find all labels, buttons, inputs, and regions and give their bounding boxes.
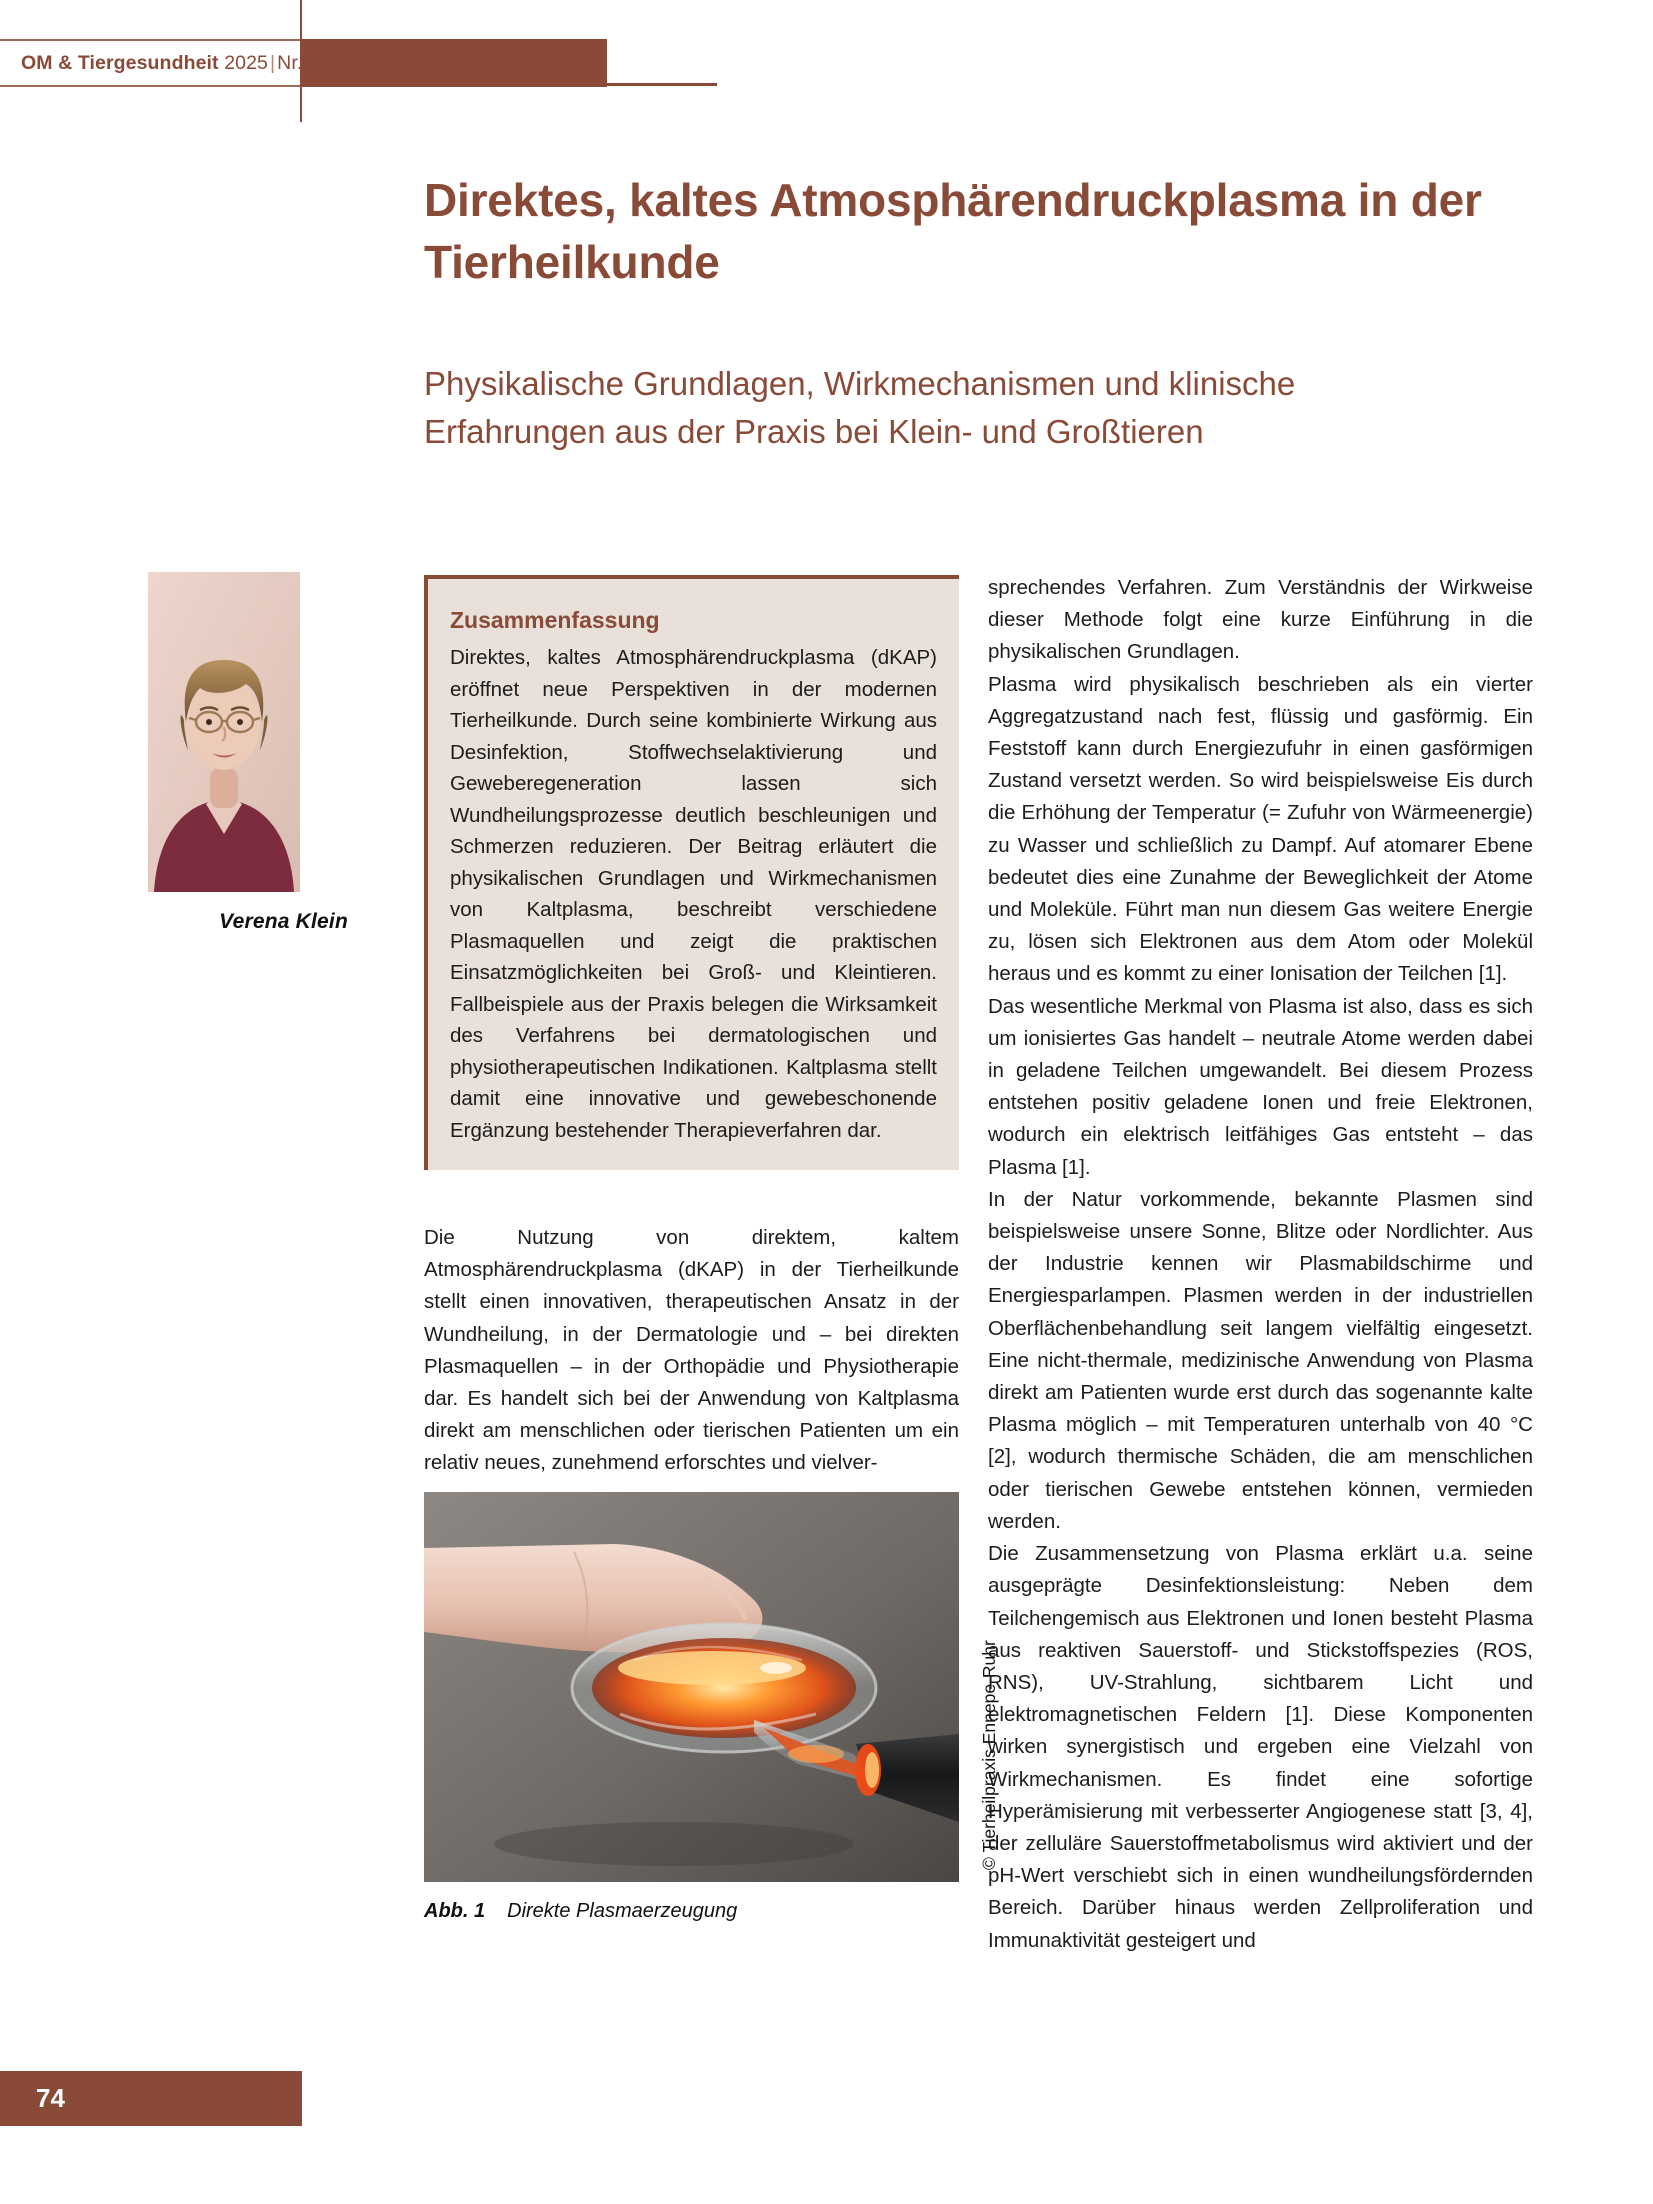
figure-label: Abb. 1 [424,1900,486,1922]
right-paragraph-1: sprechendes Verfahren. Zum Verständnis der Wirkweise dieser Methode folgt eine kurze Einführung in die physikalischen Grundlagen. [988,576,1533,664]
author-portrait [148,572,300,892]
author-portrait-image [148,572,300,892]
figure-credit [957,1500,999,1880]
right-paragraph-4: In der Natur vorkommende, bekannte Plasmen sind beispielsweise unsere Sonne, Blitze oder Nordlichter. Aus der Industrie kennen wir Plasmabildschirme und Energiesparlampen. Plasmen werden in der industriellen Oberflächenbehandlung seit langem vielfältig eingesetzt. Eine nicht-thermale, medizinische Anwendung von Plasma direkt am Patienten wurde erst durch das sogenannte kalte Plasma möglich – mit Temperaturen unterhalb von 40 °C [2], wodurch thermische Schäden, die am menschlichen oder tierischen Gewebe entstehen können, vermieden werden. [988,1187,1533,1533]
header-accent-bar [302,39,607,87]
abstract-text: Direktes, kaltes Atmosphärendruckplasma (dKAP) eröffnet neue Perspektiven in der modernen Tierheilkunde. Durch seine kombinierte Wirkung aus Desinfektion, Stoffwechselaktivierung und Geweberegeneration lassen sich Wundheilungsprozesse deutlich beschleunigen und Schmerzen reduzieren. Der Beitrag erläutert die physikalischen Grundlagen und Wirkmechanismen von Kaltplasma, beschreibt verschiedene Plasmaquellen und zeigt die praktischen Einsatzmöglichkeiten bei Groß- und Kleintieren. Fallbeispiele aus der Praxis belegen die Wirksamkeit des Verfahrens bei dermatologischen und physiotherapeutischen Indikationen. Kaltplasma stellt damit eine innovative und gewebeschonende Ergänzung bestehender Therapieverfahren dar. [450,646,937,1142]
page-number: 74 [36,2083,65,2113]
right-paragraph-2: Plasma wird physikalisch beschrieben als ein vierter Aggregatzustand nach fest, flüssig und gasförmig. Ein Feststoff kann durch Energiezufuhr in einen gasförmigen Zustand versetzt werden. So wird beispielsweise Eis durch die Erhöhung der Temperatur (= Zufuhr von Wärmeenergie) zu Wasser und schließlich zu Dampf. Auf atomarer Ebene bedeutet dies eine Zunahme der Beweglichkeit der Atome und Moleküle. Führt man nun diesem Gas weitere Energie zu, lösen sich Elektronen aus dem Atom oder Molekül heraus und es kommt zu einer Ionisation der Teilchen [1]. [988,672,1533,986]
folio-separator: | [269,51,276,74]
left-paragraph-1: Die Nutzung von direktem, kaltem Atmosphärendruckplasma (dKAP) in der Tierheilkunde stellt einen innovativen, therapeutischen Ansatz in der Wundheilung, in der Dermatologie und – bei direkten Plasmaquellen – in der Orthopädie und Physiotherapie dar. Es handelt sich bei der Anwendung von Kaltplasma direkt am menschlichen oder tierischen Patienten um ein relativ neues, zunehmend erforschtes und vielver- [424,1226,959,1475]
author-name: Verena Klein [219,910,348,933]
footer-bar [0,2071,302,2126]
abstract-heading: Zusammenfassung [450,607,660,633]
article-subtitle: Physikalische Grundlagen, Wirkmechanismen und klinische Erfahrungen aus der Praxis bei Klein- und Großtieren [424,365,1296,451]
issue-year: 2025 [224,51,268,74]
issue-number: Nr. 120 [277,51,341,74]
header-accent-underline [607,83,717,86]
left-column [424,1222,959,1480]
right-paragraph-3: Das wesentliche Merkmal von Plasma ist also, dass es sich um ionisiertes Gas handelt – neutrale Atome werden dabei in geladene Teilchen umgewandelt. Bei diesem Prozess entstehen positiv geladene Ionen und freie Elektronen, wodurch ein elektrisch leitfähiges Gas entsteht – das Plasma [1]. [988,994,1533,1179]
journal-title: OM & Tiergesundheit [21,51,219,74]
article-title: Direktes, kaltes Atmosphärendruckplasma in der Tierheilkunde [424,173,1482,288]
figure-credit-text: © Tierheilpraxis Ennepe-Ruhr [979,1640,999,1870]
right-paragraph-5: Die Zusammensetzung von Plasma erklärt u.a. seine ausgeprägte Desinfektionsleistung: Neben dem Teilchengemisch aus Elektronen und Ionen besteht Plasma aus reaktiven Sauerstoff- und Stickstoffspezies (ROS, RNS), UV-Strahlung, sichtbarem Licht und elektromagnetischen Feldern [1]. Diese Komponenten wirken synergistisch und ergeben eine Vielzahl von Wirkmechanismen. Es findet eine sofortige Hyperämisierung mit verbesserter Angiogenese statt [3, 4], der zelluläre Sauerstoffmetabolismus wird aktiviert und der pH-Wert verschiebt sich in einen wundheilungsfördernden Bereich. Darüber hinaus werden Zellproliferation und Immunaktivität gesteigert und [988,1542,1533,1952]
running-head-text [0,52,341,75]
figure-1 [424,1492,959,1923]
right-column [988,572,1533,1957]
plasma-electrode-photo [424,1492,959,1882]
figure-caption [424,1900,959,1923]
figure-image [424,1492,959,1882]
figure-caption-text: Direkte Plasmaerzeugung [507,1900,738,1922]
abstract-box [424,575,959,1170]
running-head [0,39,341,87]
